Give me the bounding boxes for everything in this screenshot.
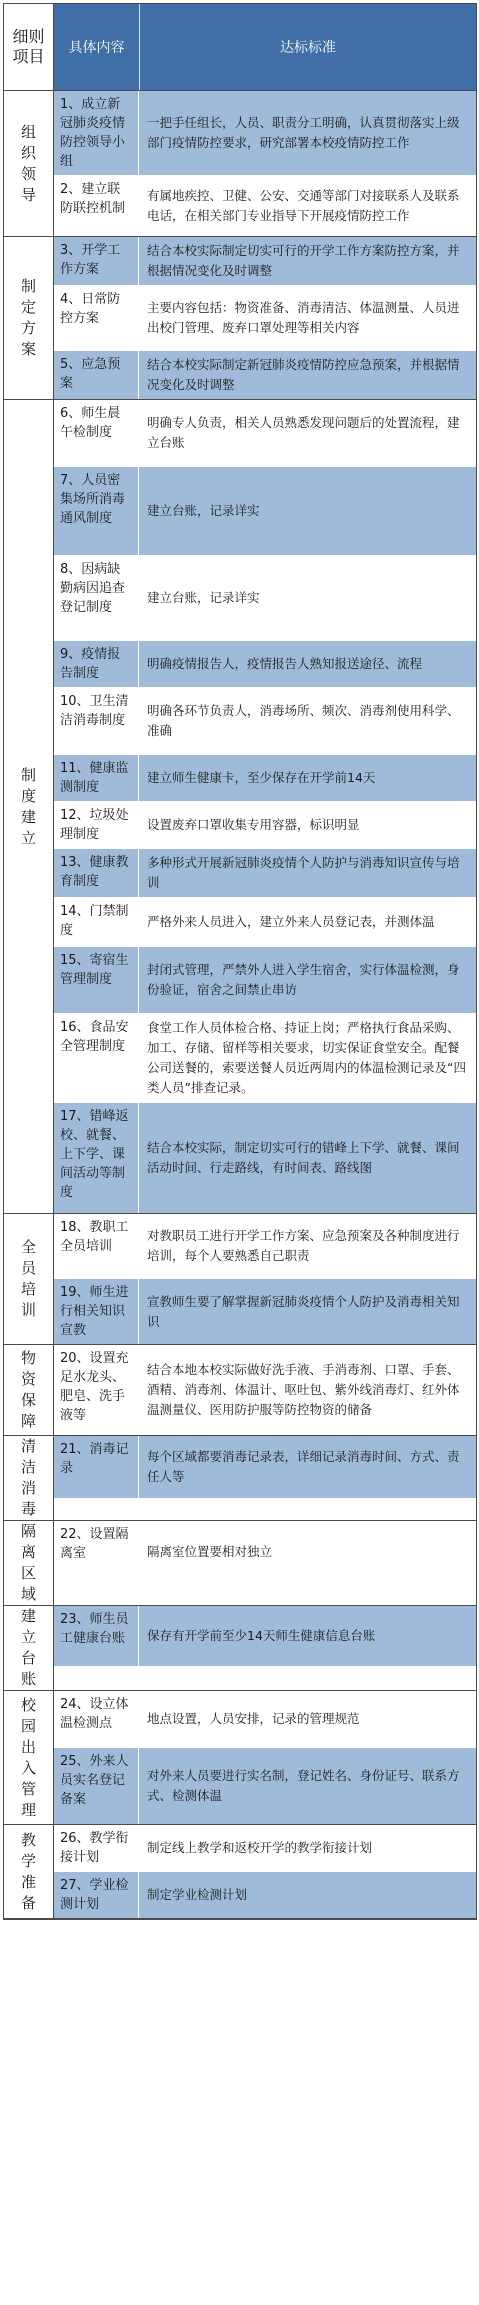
item-content: 9、疫情报告制度: [54, 641, 139, 687]
item-standard: 明确疫情报告人，疫情报告人熟知报送途径、流程: [147, 656, 423, 671]
item-standard: 宣教师生要了解掌握新冠肺炎疫情个人防护及消毒相关知识: [147, 1293, 460, 1329]
category-group: [4, 1436, 476, 1521]
item-content: 18、教职工全员培训: [54, 1214, 139, 1278]
item-content: 1、成立新冠肺炎疫情防控领导小组: [54, 91, 139, 175]
category-name: 建立台账: [4, 1606, 54, 1690]
item-content: 4、日常防控方案: [54, 286, 139, 350]
item-standard: 建立台账，记录详实: [147, 503, 260, 518]
item-content: 20、设置充足水龙头、肥皂、洗手液等: [54, 1345, 139, 1435]
table-row: [54, 1748, 476, 1824]
item-standard: 每个区域都要消毒记录表，详细记录消毒时间、方式、责任人等: [147, 1449, 460, 1484]
table-row: [54, 688, 476, 755]
header-item-category: 细则项目: [4, 4, 54, 90]
table-row: [54, 176, 476, 236]
category-name: 制定方案: [4, 237, 54, 399]
item-content: 7、人员密集场所消毒通风制度: [54, 467, 139, 555]
table-row: [54, 849, 476, 898]
category-name: 全员培训: [4, 1214, 54, 1344]
item-standard: 结合本地本校实际做好洗手液、手消毒剂、口罩、手套、酒精、消毒剂、体温计、呕吐包、紫外线消毒灯、红外体温测量仪、医用防护服等防控物资的储备: [147, 1362, 460, 1417]
category-group: [4, 1691, 476, 1825]
item-standard: 主要内容包括：物资准备、消毒清洁、体温测量、人员进出校门管理、废弃口罩处理等相关内容: [147, 300, 460, 335]
item-standard: 建立师生健康卡，至少保存在开学前14天: [147, 770, 376, 785]
category-group: [4, 1214, 476, 1345]
item-standard: 制定线上教学和返校开学的教学衔接计划: [147, 1840, 373, 1855]
table-row: [54, 1103, 476, 1213]
category-name: 清洁消毒: [4, 1436, 54, 1520]
category-name: 组织领导: [4, 91, 54, 236]
item-content: 15、寄宿生管理制度: [54, 947, 139, 1013]
category-name: 校园出入管理: [4, 1691, 54, 1824]
item-standard: 一把手任组长，人员、职责分工明确，认真贯彻落实上级部门疫情防控要求，研究部署本校疫情防控工作: [147, 115, 460, 150]
table-row: [54, 351, 476, 399]
table-row: [54, 947, 476, 1014]
standards-table: [3, 3, 477, 1920]
table-row: [54, 1345, 476, 1435]
category-name: 隔离区域: [4, 1521, 54, 1605]
item-content: 24、设立体温检测点: [54, 1691, 139, 1747]
item-content: 13、健康教育制度: [54, 849, 139, 897]
table-row: [54, 1521, 476, 1583]
table-row: [54, 1691, 476, 1748]
header-content: 具体内容: [54, 4, 140, 90]
item-content: 2、建立联防联控机制: [54, 176, 139, 236]
table-row: [54, 556, 476, 641]
category-group: [4, 237, 476, 400]
item-content: 17、错峰返校、就餐、上下学、课间活动等制度: [54, 1103, 139, 1213]
item-standard: 制定学业检测计划: [147, 1887, 248, 1902]
item-standard: 有属地疾控、卫健、公安、交通等部门对接联系人及联系电话，在相关部门专业指导下开展疫情防控工作: [147, 188, 460, 223]
table-row: [54, 1214, 476, 1279]
table-row: [54, 641, 476, 688]
item-standard: 结合本校实际，制定切实可行的错峰上下学、就餐、课间活动时间、行走路线，有时间表、路线图: [147, 1140, 460, 1175]
item-standard: 严格外来人员进入，建立外来人员登记表，并测体温: [147, 914, 435, 929]
item-standard: 地点设置，人员安排，记录的管理规范: [147, 1711, 360, 1726]
item-content: 22、设置隔离室: [54, 1521, 139, 1583]
header-standard: 达标标准: [280, 40, 336, 56]
item-content: 26、教学衔接计划: [54, 1825, 139, 1871]
item-content: 21、消毒记录: [54, 1436, 139, 1498]
item-content: 19、师生进行相关知识宣教: [54, 1279, 139, 1344]
item-standard: 保存有开学前至少14天师生健康信息台账: [147, 1628, 376, 1643]
item-standard: 明确各环节负责人，消毒场所、频次、消毒剂使用科学、准确: [147, 703, 460, 738]
item-standard: 多种形式开展新冠肺炎疫情个人防护与消毒知识宣传与培训: [147, 855, 460, 890]
item-content: 23、师生员工健康台账: [54, 1606, 139, 1666]
table-row: [54, 1825, 476, 1872]
table-row: [54, 286, 476, 351]
item-standard: 对教职员工进行开学工作方案、应急预案及各种制度进行培训，每个人要熟悉自己职责: [147, 1228, 460, 1263]
item-standard: 明确专人负责，相关人员熟悉发现问题后的处置流程，建立台账: [147, 415, 460, 450]
category-name: 教学准备: [4, 1825, 54, 1918]
item-content: 11、健康监测制度: [54, 755, 139, 801]
table-row: [54, 1606, 476, 1666]
table-row: [54, 755, 476, 802]
table-row: [54, 1279, 476, 1344]
category-group: [4, 1825, 476, 1919]
item-content: 5、应急预案: [54, 351, 139, 399]
table-row: [54, 898, 476, 947]
table-header: [4, 4, 476, 91]
item-content: 12、垃圾处理制度: [54, 802, 139, 848]
table-row: [54, 467, 476, 556]
item-standard: 封闭式管理，严禁外人进入学生宿舍，实行体温检测，身份验证，宿舍之间禁止串访: [147, 962, 460, 997]
item-content: 27、学业检测计划: [54, 1872, 139, 1918]
category-group: [4, 91, 476, 237]
table-row: [54, 1436, 476, 1498]
item-content: 6、师生晨午检制度: [54, 400, 139, 466]
item-standard: 结合本校实际制定新冠肺炎疫情防控应急预案，并根据情况变化及时调整: [147, 357, 460, 392]
item-content: 10、卫生清洁消毒制度: [54, 688, 139, 754]
category-name: 物资保障: [4, 1345, 54, 1435]
item-content: 3、开学工作方案: [54, 237, 139, 285]
table-row: [54, 91, 476, 176]
table-row: [54, 1872, 476, 1918]
category-group: [4, 400, 476, 1214]
table-row: [54, 802, 476, 849]
item-content: 16、食品安全管理制度: [54, 1014, 139, 1102]
item-content: 8、因病缺勤病因追查登记制度: [54, 556, 139, 640]
item-standard: 对外来人员要进行实名制，登记姓名、身份证号、联系方式、检测体温: [147, 1768, 460, 1803]
item-standard: 设置废弃口罩收集专用容器，标识明显: [147, 817, 360, 832]
item-standard: 结合本校实际制定切实可行的开学工作方案防控方案，并根据情况变化及时调整: [147, 243, 460, 278]
category-name: 制度建立: [4, 400, 54, 1213]
item-standard: 食堂工作人员体检合格、持证上岗；严格执行食品采购、加工、存储、留样等相关要求，切实保证食堂安全。配餐公司送餐的，索要送餐人员近两周内的体温检测记录及“四类人员”排查记录。: [147, 1020, 466, 1095]
item-content: 25、外来人员实名登记备案: [54, 1748, 139, 1824]
category-group: [4, 1345, 476, 1436]
table-body: [4, 91, 476, 1919]
table-row: [54, 237, 476, 286]
item-standard: 建立台账，记录详实: [147, 590, 260, 605]
item-standard: 隔离室位置要相对独立: [147, 1544, 273, 1559]
table-row: [54, 400, 476, 467]
item-content: 14、门禁制度: [54, 898, 139, 946]
table-row: [54, 1014, 476, 1103]
category-group: [4, 1521, 476, 1606]
category-group: [4, 1606, 476, 1691]
